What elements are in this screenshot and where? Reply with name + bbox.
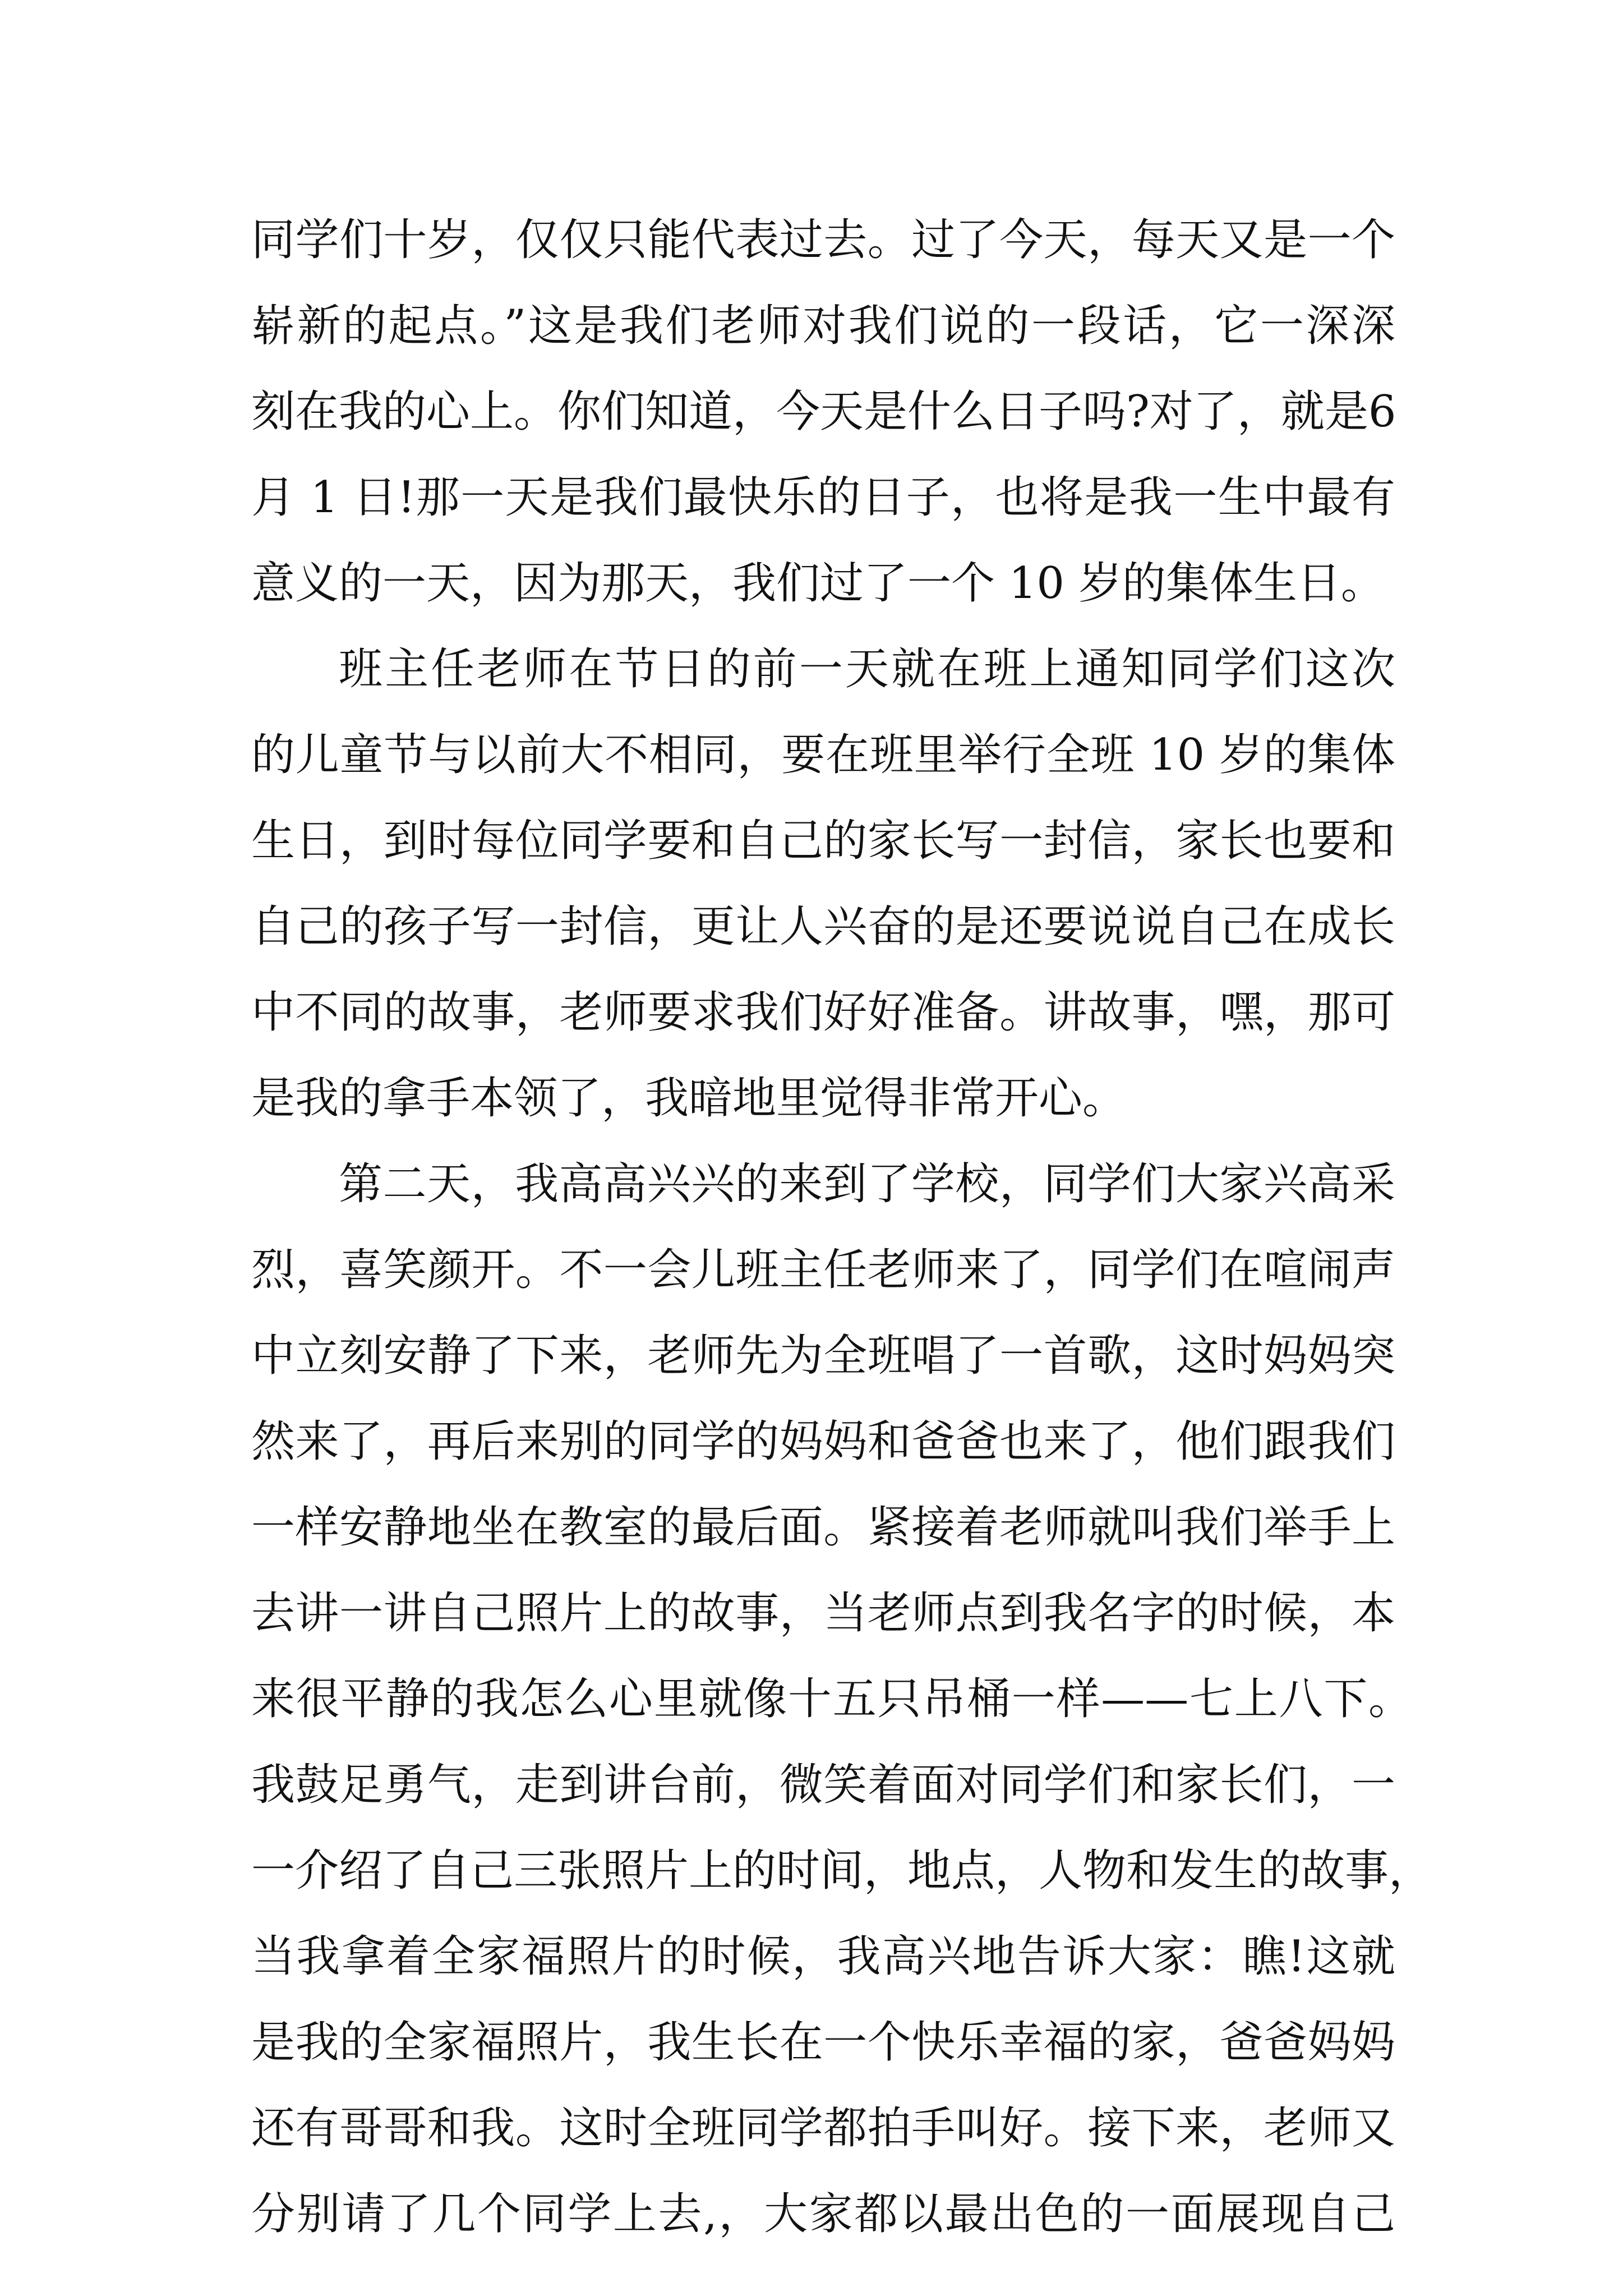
text-line: 中不同的故事，老师要求我们好好准备。讲故事，嘿，那可: [251, 987, 1395, 1038]
text-line: 还有哥哥和我。这时全班同学都拍手叫好。接下来，老师又: [251, 2103, 1395, 2154]
paragraph-first-line: 班主任老师在节日的前一天就在班上通知同学们这次: [339, 644, 1395, 694]
text-line: 当我拿着全家福照片的时候，我高兴地告诉大家：瞧!这就: [251, 1931, 1395, 1982]
text-line: 去讲一讲自己照片上的故事，当老师点到我名字的时候，本: [251, 1588, 1395, 1639]
text-line: 的儿童节与以前大不相同，要在班里举行全班 10 岁的集体: [251, 730, 1395, 780]
text-line: 烈，喜笑颜开。不一会儿班主任老师来了，同学们在喧闹声: [251, 1245, 1395, 1295]
text-line: 分别请了几个同学上去,，大家都以最出色的一面展现自己: [251, 2189, 1395, 2239]
text-line: 我鼓足勇气，走到讲台前，微笑着面对同学们和家长们，一: [251, 1760, 1395, 1810]
text-line: 崭新的起点。”这是我们老师对我们说的一段话，它一深深: [251, 301, 1395, 351]
text-line: 生日，到时每位同学要和自己的家长写一封信，家长也要和: [251, 816, 1395, 866]
text-line: 一样安静地坐在教室的最后面。紧接着老师就叫我们举手上: [251, 1502, 1395, 1553]
text-line: 意义的一天，因为那天，我们过了一个 10 岁的集体生日。: [251, 558, 1385, 609]
text-line: 是我的全家福照片，我生长在一个快乐幸福的家，爸爸妈妈: [251, 2017, 1395, 2068]
text-line: 中立刻安静了下来，老师先为全班唱了一首歌，这时妈妈突: [251, 1331, 1395, 1381]
text-line: 来很平静的我怎么心里就像十五只吊桶一样——七上八下。: [251, 1674, 1412, 1724]
text-line: 是我的拿手本领了，我暗地里觉得非常开心。: [251, 1073, 1127, 1124]
text-line: 然来了，再后来别的同学的妈妈和爸爸也来了，他们跟我们: [251, 1416, 1395, 1467]
text-line: 同学们十岁，仅仅只能代表过去。过了今天，每天又是一个: [251, 215, 1395, 265]
text-line: 一介绍了自己三张照片上的时间，地点，人物和发生的故事，: [251, 1846, 1433, 1896]
text-line: 月 1 日!那一天是我们最快乐的日子，也将是我一生中最有: [251, 472, 1395, 523]
text-line: 刻在我的心上。你们知道，今天是什么日子吗?对了，就是6: [251, 386, 1396, 437]
paragraph-first-line: 第二天，我高高兴兴的来到了学校，同学们大家兴高采: [339, 1159, 1395, 1209]
text-line: 自己的孩子写一封信，更让人兴奋的是还要说说自己在成长: [251, 901, 1395, 952]
